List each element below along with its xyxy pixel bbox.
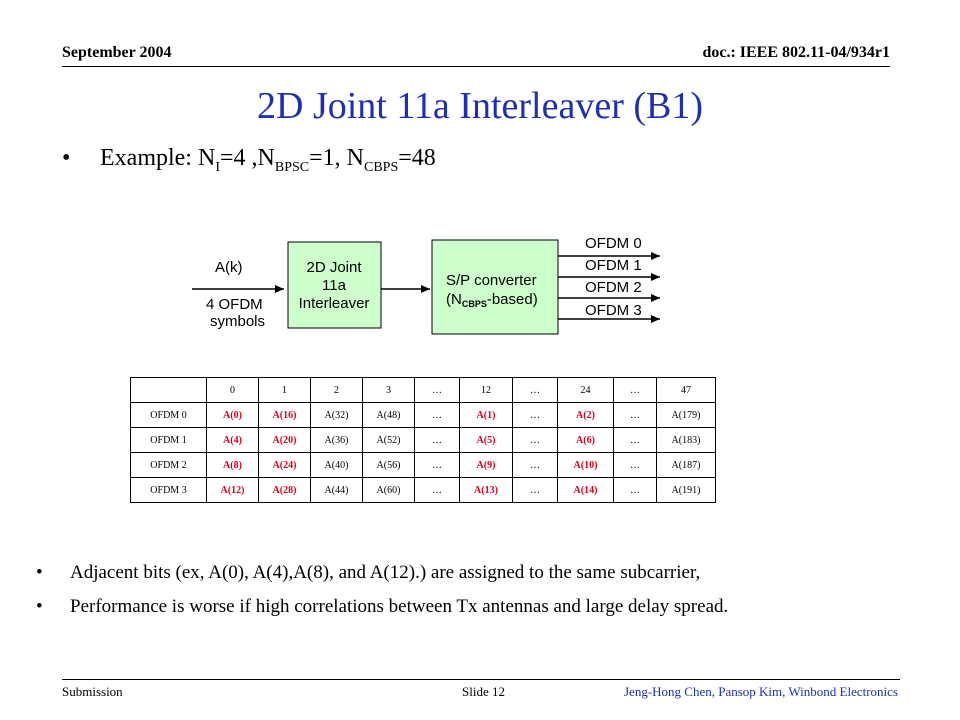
table-header-cell: … [513, 378, 558, 403]
table-cell: A(14) [558, 478, 614, 503]
example-mid1: =4 ,N [219, 145, 275, 171]
bullet-dot: • [36, 562, 43, 583]
table-cell: A(48) [363, 403, 415, 428]
table-row [131, 478, 716, 503]
table-cell: A(0) [207, 403, 259, 428]
interleaver-line-3: Interleaver [298, 295, 370, 312]
example-mid2: =1, N [309, 145, 364, 171]
table-cell: A(183) [657, 428, 716, 453]
slide-title: 2D Joint 11a Interleaver (B1) [257, 85, 703, 127]
table-cell: A(16) [259, 403, 311, 428]
table-header-cell: 1 [259, 378, 311, 403]
converter-line-2-sub: CBPS [461, 299, 487, 309]
table-cell: … [513, 453, 558, 478]
table-header-cell: 2 [311, 378, 363, 403]
table-header-row [131, 378, 716, 403]
table-header-cell: 12 [460, 378, 513, 403]
bullet-text: Adjacent bits (ex, A(0), A(4),A(8), and A(12).) are assigned to the same subcarrier, [70, 562, 701, 583]
table-header-cell [131, 378, 207, 403]
converter-line-2 [446, 291, 538, 309]
input-sublabel-2: symbols [210, 313, 266, 330]
interleaver-line-2: 11a [322, 277, 346, 294]
table-cell: A(187) [657, 453, 716, 478]
table-cell: A(2) [558, 403, 614, 428]
table-cell: … [614, 478, 657, 503]
table-cell: … [513, 478, 558, 503]
table-cell: A(12) [207, 478, 259, 503]
table-cell: A(40) [311, 453, 363, 478]
block-diagram [180, 220, 700, 345]
bullet-dot: • [36, 596, 43, 617]
converter-line-2-post: -based) [486, 291, 538, 308]
table-header-cell: 0 [207, 378, 259, 403]
table-row [131, 453, 716, 478]
example-sub-i: I [215, 159, 220, 175]
table-cell: A(9) [460, 453, 513, 478]
table-cell: … [513, 403, 558, 428]
table-cell: A(56) [363, 453, 415, 478]
example-prefix: Example: N [100, 145, 216, 171]
table-cell: A(5) [460, 428, 513, 453]
footer-slide-number: Slide 12 [462, 684, 505, 699]
table-header-cell: 47 [657, 378, 716, 403]
footer-submission: Submission [62, 684, 123, 699]
row-label: OFDM 0 [131, 403, 207, 428]
table-cell: A(13) [460, 478, 513, 503]
output-label-1: OFDM 1 [585, 257, 642, 274]
table-cell: A(24) [259, 453, 311, 478]
table-cell: A(36) [311, 428, 363, 453]
table-cell: A(10) [558, 453, 614, 478]
table-row [131, 428, 716, 453]
table-cell: … [614, 428, 657, 453]
input-label: A(k) [215, 259, 243, 276]
bullet-text: Performance is worse if high correlations between Tx antennas and large delay spread. [70, 596, 729, 617]
table-row [131, 403, 716, 428]
table-cell: … [415, 478, 460, 503]
output-label-3: OFDM 3 [585, 302, 642, 319]
example-end: =48 [398, 145, 436, 171]
table-cell: A(32) [311, 403, 363, 428]
header-divider [62, 66, 890, 67]
table-cell: … [415, 403, 460, 428]
row-label: OFDM 2 [131, 453, 207, 478]
table-header-cell: 24 [558, 378, 614, 403]
table-cell: A(8) [207, 453, 259, 478]
example-sub-cbps: CBPS [363, 159, 399, 175]
table-cell: A(179) [657, 403, 716, 428]
table-cell: … [614, 453, 657, 478]
table-cell: … [513, 428, 558, 453]
table-cell: … [415, 453, 460, 478]
interleaver-table [130, 377, 716, 503]
interleaver-line-1: 2D Joint [306, 259, 362, 276]
table-cell: A(20) [259, 428, 311, 453]
table-cell: A(60) [363, 478, 415, 503]
table-cell: A(191) [657, 478, 716, 503]
converter-line-2-pre: (N [446, 291, 462, 308]
footer-author: Jeng-Hong Chen, Pansop Kim, Winbond Electronics [623, 684, 898, 699]
table-cell: A(44) [311, 478, 363, 503]
table-header-cell: 3 [363, 378, 415, 403]
table-cell: A(1) [460, 403, 513, 428]
table-cell: A(52) [363, 428, 415, 453]
header-doc-id: doc.: IEEE 802.11-04/934r1 [702, 44, 890, 61]
bullet-dot: • [62, 145, 71, 171]
table-cell: A(4) [207, 428, 259, 453]
row-label: OFDM 1 [131, 428, 207, 453]
row-label: OFDM 3 [131, 478, 207, 503]
header-date: September 2004 [62, 44, 172, 61]
output-label-0: OFDM 0 [585, 235, 642, 252]
example-sub-bpsc: BPSC [274, 159, 310, 175]
converter-line-1: S/P converter [446, 272, 537, 289]
table-cell: … [614, 403, 657, 428]
table-cell: A(6) [558, 428, 614, 453]
input-sublabel-1: 4 OFDM [206, 296, 263, 313]
table-header-cell: … [614, 378, 657, 403]
table-cell: A(28) [259, 478, 311, 503]
example-line [62, 145, 436, 176]
output-label-2: OFDM 2 [585, 279, 642, 296]
table-cell: … [415, 428, 460, 453]
table-header-cell: … [415, 378, 460, 403]
footer-divider [62, 679, 900, 680]
